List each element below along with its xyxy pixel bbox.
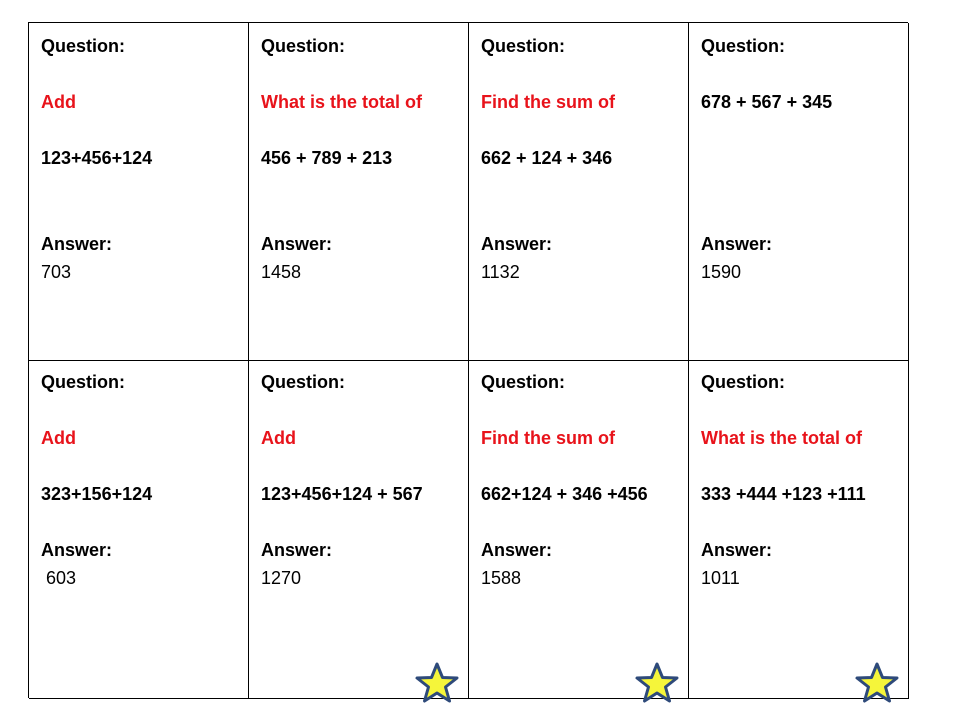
question-card-1 (29, 23, 249, 361)
question-expression: 456 + 789 + 213 (261, 148, 393, 168)
question-card-2 (249, 23, 469, 361)
question-prompt: Add (41, 428, 76, 448)
answer-value: 1458 (261, 262, 302, 282)
question-card-4 (689, 23, 909, 361)
question-card-5 (29, 361, 249, 699)
answer-label: Answer: (701, 540, 773, 560)
star-icon (634, 662, 680, 704)
question-label: Question: (701, 372, 785, 392)
answer-label: Answer: (261, 540, 333, 560)
answer-label: Answer: (481, 234, 553, 254)
question-expression: 123+456+124 (41, 148, 153, 168)
question-card-3 (469, 23, 689, 361)
question-expression: 323+156+124 (41, 484, 153, 504)
answer-value: 703 (41, 262, 72, 282)
answer-value: 1270 (261, 568, 302, 588)
question-prompt: What is the total of (261, 92, 422, 112)
answer-label: Answer: (481, 540, 553, 560)
question-label: Question: (481, 372, 565, 392)
question-label: Question: (261, 36, 345, 56)
question-label: Question: (41, 36, 125, 56)
question-expression: 123+456+124 + 567 (261, 484, 423, 504)
question-prompt: Find the sum of (481, 428, 615, 448)
question-expression: 333 +444 +123 +111 (701, 484, 866, 504)
question-expression: 678 + 567 + 345 (701, 92, 833, 112)
question-card-7 (469, 361, 689, 699)
answer-value: 1011 (701, 568, 740, 588)
question-label: Question: (701, 36, 785, 56)
question-label: Question: (481, 36, 565, 56)
question-expression: 662+124 + 346 +456 (481, 484, 648, 504)
answer-label: Answer: (701, 234, 773, 254)
answer-value: 1590 (701, 262, 742, 282)
question-prompt: What is the total of (701, 428, 862, 448)
answer-label: Answer: (41, 540, 113, 560)
question-card-8 (689, 361, 909, 699)
question-prompt: Add (41, 92, 76, 112)
answer-value: 1132 (481, 262, 520, 282)
answer-label: Answer: (261, 234, 333, 254)
question-prompt: Add (261, 428, 296, 448)
answer-label: Answer: (41, 234, 113, 254)
question-grid (28, 22, 908, 698)
answer-value: 1588 (481, 568, 522, 588)
answer-value: 603 (41, 568, 77, 588)
question-label: Question: (261, 372, 345, 392)
question-card-6 (249, 361, 469, 699)
question-label: Question: (41, 372, 125, 392)
star-icon (854, 662, 900, 704)
question-expression: 662 + 124 + 346 (481, 148, 613, 168)
question-prompt: Find the sum of (481, 92, 615, 112)
star-icon (414, 662, 460, 704)
